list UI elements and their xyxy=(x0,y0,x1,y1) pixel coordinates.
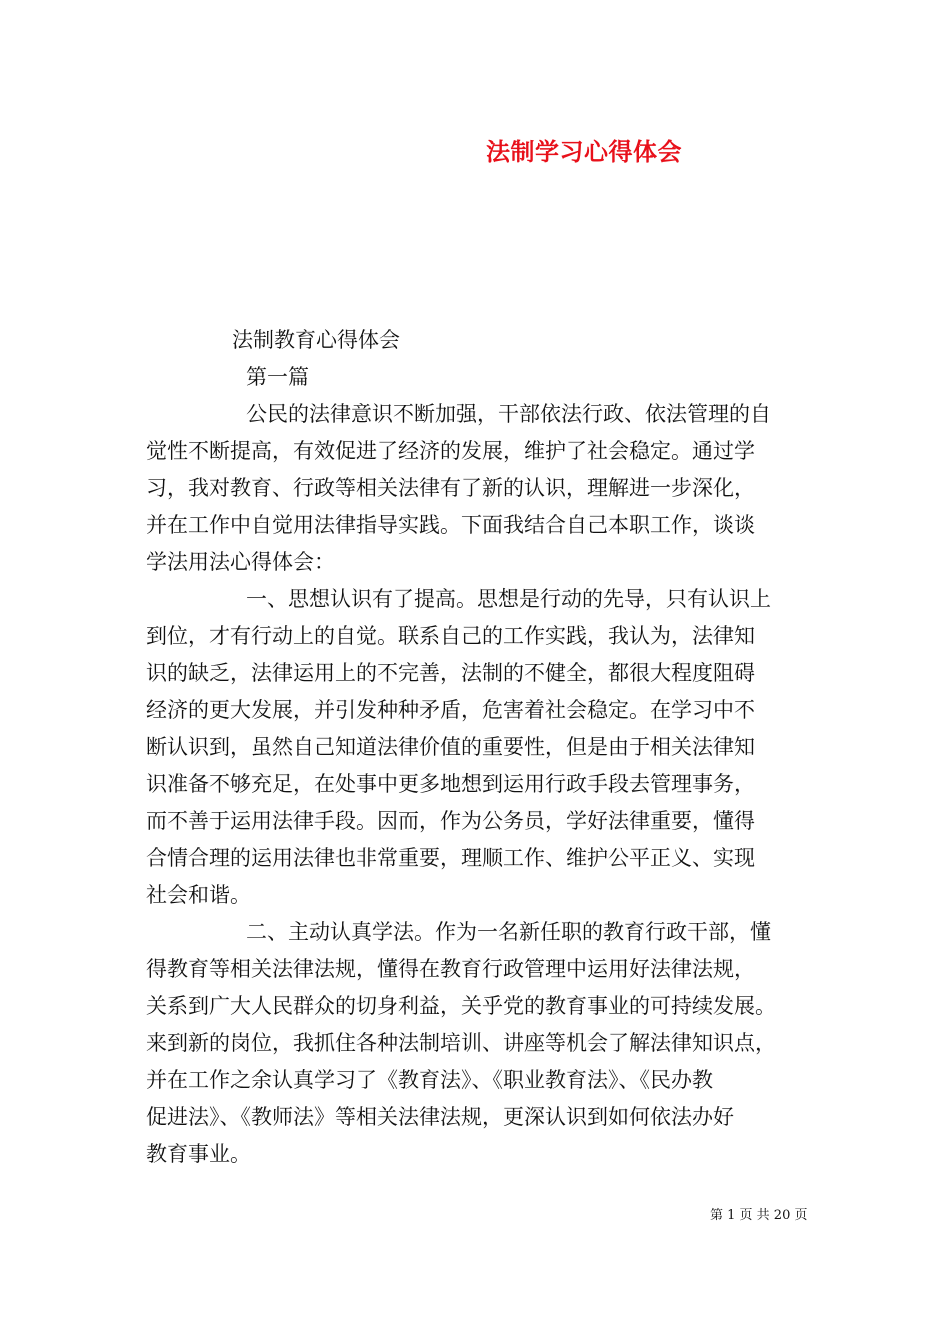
paragraph-line: 社会和谐。 xyxy=(146,883,251,907)
paragraph-line: 习，我对教育、行政等相关法律有了新的认识，理解进一步深化， xyxy=(146,476,755,500)
paragraph-line: 到位，才有行动上的自觉。联系自己的工作实践，我认为，法律知 xyxy=(146,624,755,648)
paragraph-line: 觉性不断提高，有效促进了经济的发展，维护了社会稳定。通过学 xyxy=(146,439,755,463)
paragraph-line: 并在工作中自觉用法律指导实践。下面我结合自己本职工作，谈谈 xyxy=(146,513,755,537)
paragraph-line: 断认识到，虽然自己知道法律价值的重要性，但是由于相关法律知 xyxy=(146,735,755,759)
paragraph-line: 关系到广大人民群众的切身利益，关乎党的教育事业的可持续发展。 xyxy=(146,994,776,1018)
paragraph-line: 教育事业。 xyxy=(146,1142,251,1166)
paragraph-line: 一、思想认识有了提高。思想是行动的先导，只有认识上 xyxy=(246,587,771,611)
document-title: 法制学习心得体会 xyxy=(486,137,682,166)
page-number: 第 1 页 共 20 页 xyxy=(710,1208,808,1223)
paragraph-line: 促进法》、《教师法》等相关法律法规，更深认识到如何依法办好 xyxy=(146,1105,734,1129)
paragraph-line: 公民的法律意识不断加强，干部依法行政、依法管理的自 xyxy=(246,402,771,426)
paragraph-line: 识准备不够充足，在处事中更多地想到运用行政手段去管理事务， xyxy=(146,772,755,796)
paragraph-line: 得教育等相关法律法规，懂得在教育行政管理中运用好法律法规， xyxy=(146,957,755,981)
paragraph-line: 二、主动认真学法。作为一名新任职的教育行政干部，懂 xyxy=(246,920,771,944)
paragraph-line: 而不善于运用法律手段。因而，作为公务员，学好法律重要，懂得 xyxy=(146,809,755,833)
paragraph-line: 学法用法心得体会： xyxy=(146,550,335,574)
paragraph-line: 识的缺乏，法律运用上的不完善，法制的不健全，都很大程度阻碍 xyxy=(146,661,755,685)
paragraph-line: 合情合理的运用法律也非常重要，理顺工作、维护公平正义、实现 xyxy=(146,846,755,870)
part-heading: 第一篇 xyxy=(246,365,309,389)
paragraph-line: 来到新的岗位，我抓住各种法制培训、讲座等机会了解法律知识点， xyxy=(146,1031,776,1055)
document-body xyxy=(146,322,806,1173)
paragraph-line: 并在工作之余认真学习了《教育法》、《职业教育法》、《民办教 xyxy=(146,1068,713,1092)
section-subtitle: 法制教育心得体会 xyxy=(232,328,400,352)
paragraph-line: 经济的更大发展，并引发种种矛盾，危害着社会稳定。在学习中不 xyxy=(146,698,755,722)
